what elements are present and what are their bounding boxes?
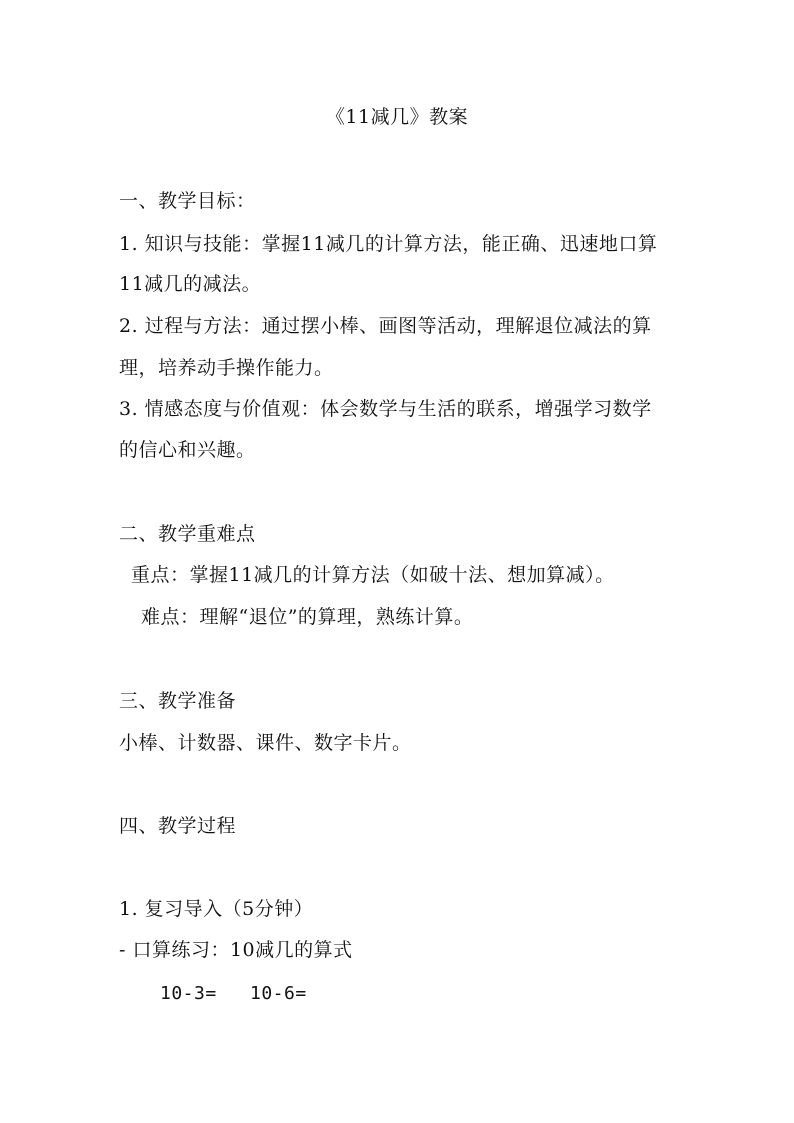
process-step-1-bullet: - 口算练习：10减几的算式: [119, 939, 353, 961]
equation-2: 10-6=: [250, 983, 307, 1004]
objective-3-line-1: 3. 情感态度与价值观：体会数学与生活的联系，增强学习数学: [119, 398, 652, 420]
section-heading-preparation: 三、教学准备: [119, 690, 237, 712]
section-heading-process: 四、教学过程: [119, 815, 237, 837]
preparation-materials: 小棒、计数器、课件、数字卡片。: [119, 732, 412, 754]
key-point-text: 重点：掌握11减几的计算方法（如破十法、想加算减）。: [131, 564, 615, 586]
equation-1: 10-3=: [160, 983, 217, 1004]
objective-3-line-2: 的信心和兴趣。: [119, 439, 256, 461]
difficulty-text: 难点：理解“退位”的算理，熟练计算。: [141, 606, 474, 628]
document-title: 《11减几》教案: [325, 106, 469, 128]
objective-2-line-1: 2. 过程与方法：通过摆小棒、画图等活动，理解退位减法的算: [119, 315, 652, 337]
section-heading-key-points: 二、教学重难点: [119, 523, 256, 545]
objective-1-line-1: 1. 知识与技能：掌握11减几的计算方法，能正确、迅速地口算: [119, 233, 658, 255]
section-heading-objectives: 一、教学目标：: [119, 190, 256, 212]
objective-1-line-2: 11减几的减法。: [119, 273, 262, 295]
process-step-1: 1. 复习导入（5分钟）: [119, 898, 314, 920]
objective-2-line-2: 理，培养动手操作能力。: [119, 357, 334, 379]
